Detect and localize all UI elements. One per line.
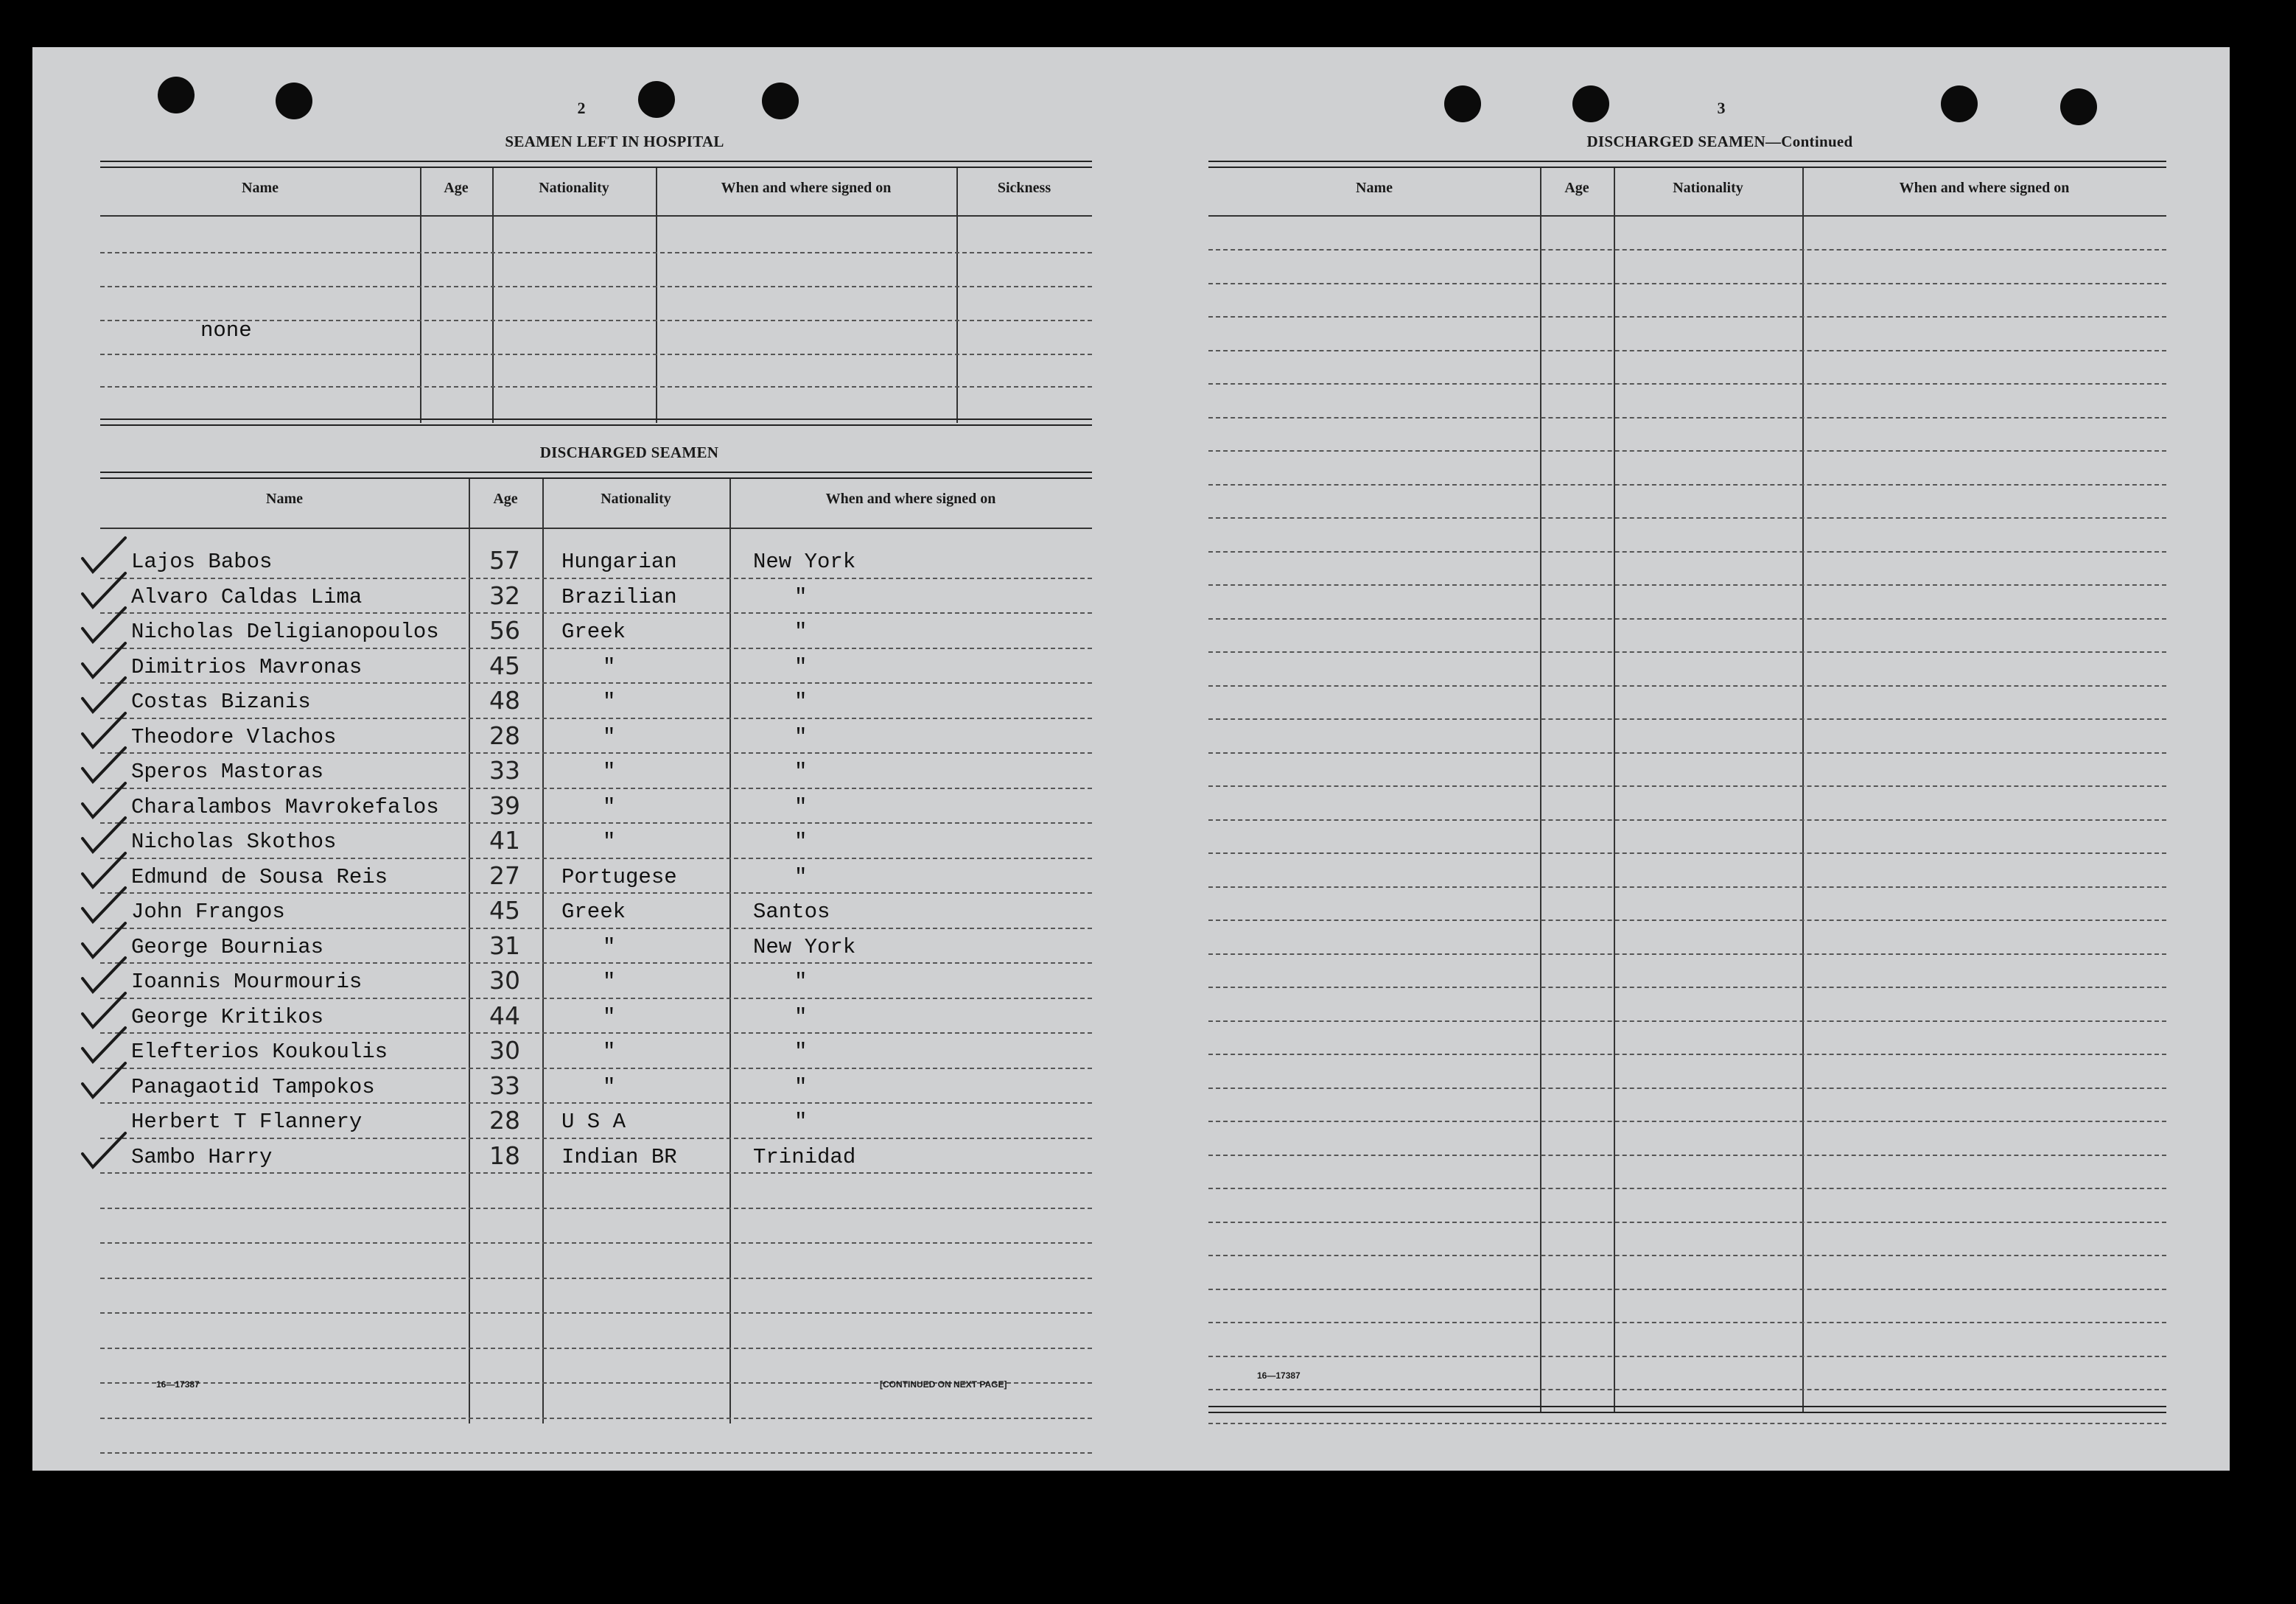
seaman-name: Charalambos Mavrokefalos xyxy=(131,794,439,819)
seaman-nationality: Greek xyxy=(561,620,626,644)
seaman-age: 30 xyxy=(489,966,520,995)
page-number: 2 xyxy=(577,99,586,117)
seaman-signed-on: " xyxy=(794,1040,808,1064)
col-header-nationality: Nationality xyxy=(539,180,609,196)
seaman-age: 28 xyxy=(489,721,520,750)
seaman-nationality: " xyxy=(603,830,616,854)
seaman-signed-on: Santos xyxy=(753,900,830,924)
page-number: 3 xyxy=(1717,99,1726,117)
right-page xyxy=(1130,47,2230,1471)
col-header-signed-on: When and where signed on xyxy=(1899,180,2070,196)
seaman-name: George Kritikos xyxy=(131,1004,324,1029)
hospital-table xyxy=(100,161,1092,426)
col-header-age: Age xyxy=(444,180,469,196)
seaman-nationality: " xyxy=(603,654,616,679)
seaman-nationality: Hungarian xyxy=(561,550,677,574)
discharged-table xyxy=(100,472,1092,1423)
document-sheet xyxy=(32,47,2230,1471)
col-header-signed-on: When and where signed on xyxy=(721,180,892,196)
seaman-nationality: " xyxy=(603,690,616,714)
seaman-age: 33 xyxy=(489,1071,520,1100)
seaman-signed-on: New York xyxy=(753,550,856,574)
seaman-signed-on: " xyxy=(794,1004,808,1029)
seaman-nationality: " xyxy=(603,1040,616,1064)
seaman-age: 45 xyxy=(489,651,520,680)
seaman-age: 27 xyxy=(489,861,520,890)
seaman-age: 56 xyxy=(489,616,520,645)
seaman-age: 41 xyxy=(489,826,520,855)
seaman-age: 33 xyxy=(489,756,520,785)
col-header-age: Age xyxy=(493,491,518,507)
discharged-continued-title: DISCHARGED SEAMEN—Continued xyxy=(1586,133,1853,150)
seaman-name: Lajos Babos xyxy=(131,550,273,574)
seaman-age: 18 xyxy=(489,1141,520,1170)
seaman-signed-on: " xyxy=(794,794,808,819)
seaman-nationality: Greek xyxy=(561,900,626,924)
seaman-name: Nicholas Skothos xyxy=(131,830,337,854)
seaman-name: Panagaotid Tampokos xyxy=(131,1074,375,1099)
seaman-signed-on: " xyxy=(794,690,808,714)
seaman-nationality: " xyxy=(603,970,616,994)
seaman-signed-on: New York xyxy=(753,934,856,959)
form-number: 16—17387 xyxy=(156,1379,200,1390)
seaman-nationality: Brazilian xyxy=(561,584,677,609)
seaman-nationality: " xyxy=(603,1004,616,1029)
continued-note: [CONTINUED ON NEXT PAGE] xyxy=(880,1379,1007,1390)
seaman-name: Costas Bizanis xyxy=(131,690,311,714)
seaman-nationality: " xyxy=(603,1074,616,1099)
col-header-name: Name xyxy=(266,491,303,507)
seaman-signed-on: " xyxy=(794,1074,808,1099)
seaman-signed-on: " xyxy=(794,620,808,644)
seaman-signed-on: " xyxy=(794,970,808,994)
hospital-section-title: SEAMEN LEFT IN HOSPITAL xyxy=(505,133,724,150)
seaman-nationality: Indian BR xyxy=(561,1144,677,1169)
check-mark-icon xyxy=(78,1060,130,1102)
seaman-signed-on: " xyxy=(794,724,808,749)
seaman-age: 44 xyxy=(489,1001,520,1030)
seaman-age: 48 xyxy=(489,686,520,715)
seaman-name: Elefterios Koukoulis xyxy=(131,1040,388,1064)
discharged-section-title: DISCHARGED SEAMEN xyxy=(539,444,719,461)
col-header-nationality: Nationality xyxy=(1673,180,1743,196)
seaman-name: Alvaro Caldas Lima xyxy=(131,584,363,609)
seaman-nationality: Portugese xyxy=(561,864,677,889)
seaman-name: Dimitrios Mavronas xyxy=(131,654,363,679)
seaman-signed-on: " xyxy=(794,830,808,854)
seaman-name: Nicholas Deligianopoulos xyxy=(131,620,439,644)
seaman-signed-on: " xyxy=(794,760,808,784)
form-number: 16—17387 xyxy=(1257,1370,1301,1381)
seaman-signed-on: " xyxy=(794,1110,808,1134)
seaman-age: 30 xyxy=(489,1036,520,1065)
seaman-signed-on: " xyxy=(794,654,808,679)
col-header-signed-on: When and where signed on xyxy=(825,491,996,507)
seaman-age: 45 xyxy=(489,896,520,925)
seaman-name: Ioannis Mourmouris xyxy=(131,970,363,994)
seaman-age: 32 xyxy=(489,581,520,610)
seaman-nationality: " xyxy=(603,934,616,959)
seaman-name: John Frangos xyxy=(131,900,285,924)
left-page xyxy=(32,47,1130,1471)
seaman-signed-on: " xyxy=(794,584,808,609)
seaman-name: Speros Mastoras xyxy=(131,760,324,784)
seaman-age: 31 xyxy=(489,931,520,960)
hospital-entry: none xyxy=(200,318,252,343)
check-mark-icon xyxy=(78,1130,130,1172)
seaman-age: 57 xyxy=(489,546,520,575)
seaman-nationality: " xyxy=(603,724,616,749)
col-header-name: Name xyxy=(1356,180,1393,196)
seaman-name: George Bournias xyxy=(131,934,324,959)
seaman-nationality: " xyxy=(603,760,616,784)
seaman-nationality: U S A xyxy=(561,1110,626,1134)
seaman-age: 28 xyxy=(489,1106,520,1135)
seaman-signed-on: Trinidad xyxy=(753,1144,856,1169)
seaman-name: Edmund de Sousa Reis xyxy=(131,864,388,889)
seaman-name: Herbert T Flannery xyxy=(131,1110,363,1134)
seaman-name: Sambo Harry xyxy=(131,1144,273,1169)
seaman-signed-on: " xyxy=(794,864,808,889)
seaman-name: Theodore Vlachos xyxy=(131,724,337,749)
col-header-age: Age xyxy=(1564,180,1589,196)
col-header-sickness: Sickness xyxy=(997,180,1051,196)
seaman-age: 39 xyxy=(489,791,520,820)
discharged-continued-table xyxy=(1208,161,2166,1415)
seaman-nationality: " xyxy=(603,794,616,819)
col-header-nationality: Nationality xyxy=(601,491,671,507)
col-header-name: Name xyxy=(242,180,279,196)
